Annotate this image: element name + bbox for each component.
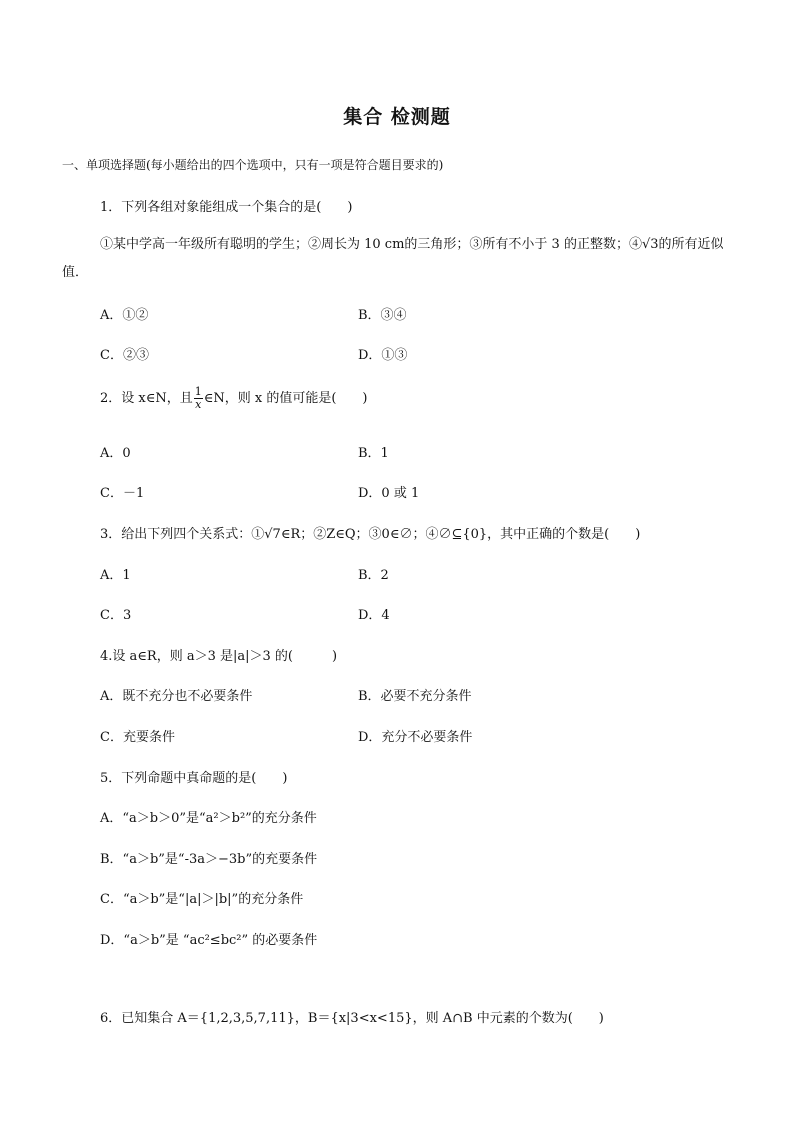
question-2-option-a: A．0 — [100, 446, 131, 461]
question-2-option-c: C．－1 — [100, 486, 145, 501]
fraction-denominator: x — [195, 398, 202, 411]
question-1-option-a: A．①② — [100, 308, 149, 323]
fraction-numerator: 1 — [194, 385, 202, 398]
question-3-option-c: C．3 — [100, 608, 132, 623]
question-6-stem: 6．已知集合 A＝{1,2,3,5,7,11}，B＝{x|3<x<15}，则 A∩B 中元素的个数为( ) — [100, 1011, 604, 1026]
question-4-option-b: B．必要不充分条件 — [358, 689, 472, 704]
question-5-stem: 5．下列命题中真命题的是( ) — [100, 771, 288, 786]
question-2-stem-pre: 2．设 x∈N，且 — [100, 391, 193, 406]
question-5-option-d: D．“a＞b”是 “ac²≤bc²” 的必要条件 — [100, 933, 318, 948]
question-2-option-d: D．0 或 1 — [358, 486, 420, 501]
section-heading: 一、单项选择题(每小题给出的四个选项中，只有一项是符合题目要求的) — [62, 158, 444, 172]
question-2-stem-post: ∈N，则 x 的值可能是( ) — [203, 391, 368, 406]
question-5-option-a: A．“a＞b＞0”是“a²＞b²”的充分条件 — [100, 811, 317, 826]
question-4-option-c: C．充要条件 — [100, 730, 175, 745]
question-3-option-a: A．1 — [100, 568, 131, 583]
question-4-option-a: A．既不充分也不必要条件 — [100, 689, 253, 704]
question-1-option-d: D．①③ — [358, 348, 408, 363]
question-5-option-b: B．“a＞b”是“-3a＞−3b”的充要条件 — [100, 852, 318, 867]
question-3-option-b: B．2 — [358, 568, 389, 583]
question-1-option-b: B．③④ — [358, 308, 407, 323]
question-5-option-c: C．“a＞b”是“|a|＞|b|”的充分条件 — [100, 892, 304, 907]
question-2-option-b: B．1 — [358, 446, 389, 461]
question-3-stem: 3．给出下列四个关系式：①√7∈R；②Z∈Q；③0∈∅；④∅⊆{0}，其中正确的个数是( ) — [100, 527, 641, 542]
question-3-option-d: D．4 — [358, 608, 390, 623]
question-2-fraction — [194, 386, 203, 411]
question-4-option-d: D．充分不必要条件 — [358, 730, 473, 745]
question-1-description: ①某中学高一年级所有聪明的学生；②周长为 10 cm的三角形；③所有不小于 3 的正整数；④√3的所有近似值． — [62, 237, 724, 280]
page-title: 集合 检测题 — [343, 106, 451, 128]
question-2-stem — [100, 386, 367, 411]
question-1-stem: 1．下列各组对象能组成一个集合的是( ) — [100, 200, 353, 215]
question-1-option-c: C．②③ — [100, 348, 149, 363]
question-4-stem: 4.设 a∈R，则 a＞3 是|a|＞3 的( ) — [100, 649, 338, 664]
